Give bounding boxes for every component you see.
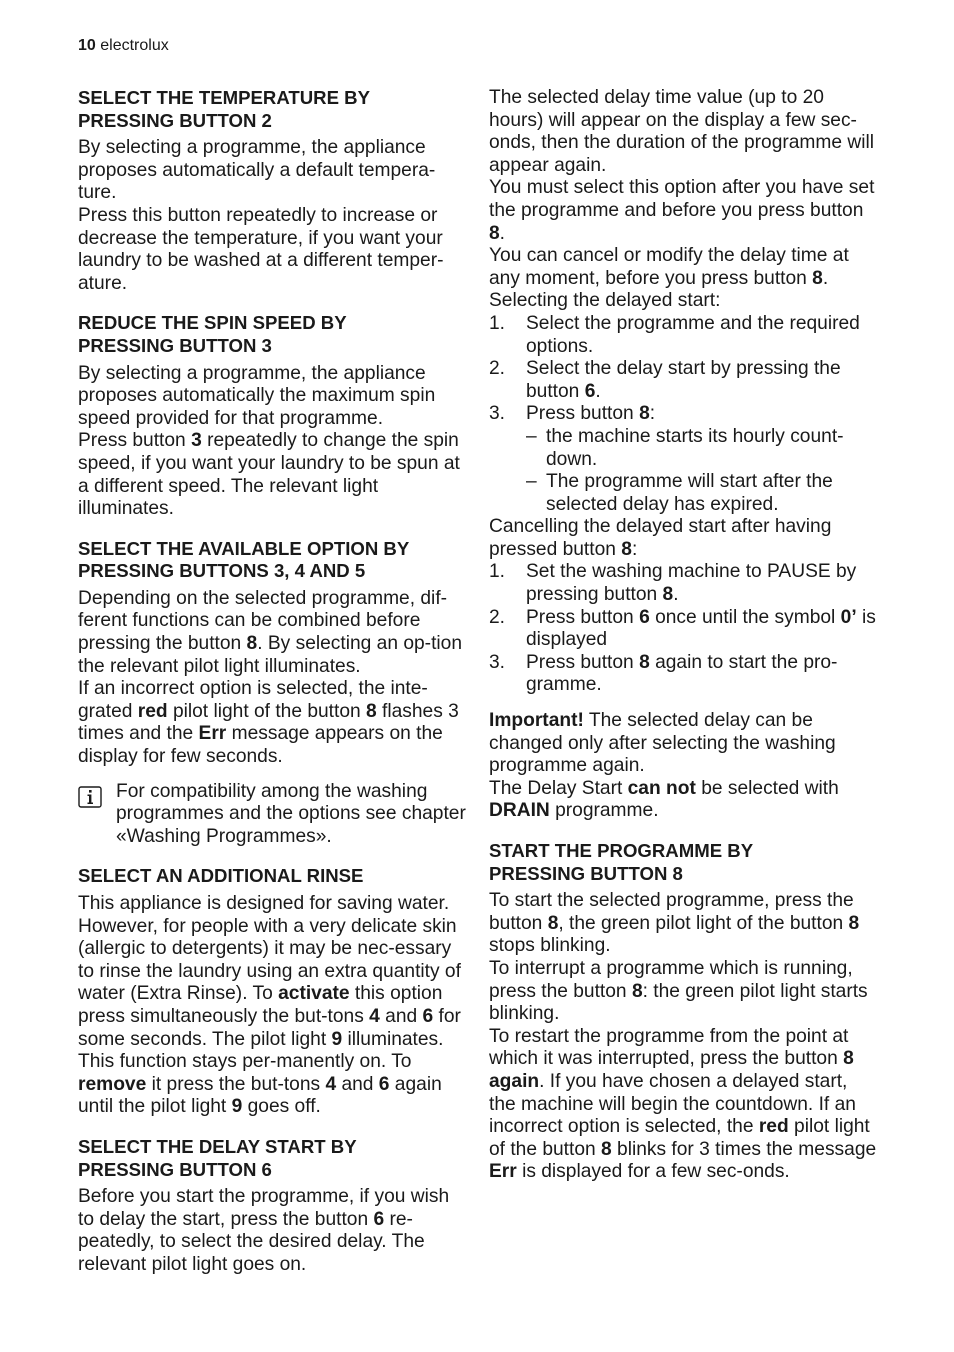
paragraph: You can cancel or modify the delay time at any moment, before you press button 8. <box>489 245 849 289</box>
paragraph: Depending on the selected programme, dif-ferent functions can be combined before pressing the button 8. By selecting an op-tion the relevant pilot light illuminates. <box>78 587 463 677</box>
paragraph: You must select this option after you have set the programme and before you press button 8. <box>489 177 875 244</box>
sub-list-item: – The programme will start after the selected delay has expired. <box>526 471 833 515</box>
sub-list-item: – the machine starts its hourly count-down. <box>526 425 844 470</box>
important-note: Important! The selected delay can be changed only after selecting the washing programme again. <box>489 710 836 777</box>
section-start-programme <box>489 840 879 1184</box>
paragraph: If an incorrect option is selected, the inte-grated red pilot light of the button 8 flashes 3 times and the Err message appears on the display for few seconds. <box>78 678 459 768</box>
brand-name: electrolux <box>100 37 169 54</box>
list-item: 2. Press button 6 once until the symbol 0’ is displayed <box>489 606 876 651</box>
list-item: 2. Select the delay start by pressing the button 6. <box>489 358 841 402</box>
section-extra-rinse <box>78 865 466 1119</box>
paragraph: To restart the programme from the point at which it was interrupted, press the button 8 again. If you have chosen a delayed start, the machine will begin the countdown. If an incorrect option is selected, the red pilot light of the button 8 blinks for 3 times the message Err is displayed for a few sec-onds. <box>489 1025 877 1183</box>
list-item: 1. Select the programme and the required options. <box>489 312 860 357</box>
cancel-steps-list <box>489 561 879 697</box>
paragraph: To interrupt a programme which is running, press the button 8: the green pilot light starts blinking. <box>489 957 868 1025</box>
paragraph: Selecting the delayed start: <box>489 290 721 312</box>
section-spin-speed <box>78 312 466 520</box>
paragraph: By selecting a programme, the appliance proposes automatically the maximum spin speed provided for that programme. <box>78 362 436 429</box>
paragraph: Press button 3 repeatedly to change the spin speed, if you want your laundry to be spun at a different speed. The relevant light illuminates. <box>78 430 460 520</box>
section-title: SELECT AN ADDITIONAL RINSE <box>78 865 364 887</box>
sub-list <box>526 426 879 516</box>
section-options <box>78 538 466 849</box>
list-item: 3. Press button 8 again to start the pro-gramme. <box>489 651 838 696</box>
delay-steps-list <box>489 313 879 516</box>
section-title: START THE PROGRAMME BY PRESSING BUTTON 8 <box>489 840 754 884</box>
section-temperature <box>78 87 466 295</box>
right-column <box>489 87 879 1201</box>
info-icon <box>78 786 102 808</box>
section-title: SELECT THE AVAILABLE OPTION BY PRESSING BUTTONS 3, 4 AND 5 <box>78 537 410 582</box>
page-header <box>78 36 169 56</box>
page-number: 10 <box>78 37 96 54</box>
section-title: REDUCE THE SPIN SPEED BY PRESSING BUTTON 3 <box>78 312 347 356</box>
list-item: 1. Set the washing machine to PAUSE by pressing button 8. <box>489 561 857 606</box>
paragraph: By selecting a programme, the appliance proposes automatically a default tempera-ture. <box>78 137 436 204</box>
list-item: 3. Press button 8: – the machine starts its hourly count-down. – The programme will start after the selected delay has expired. <box>489 403 879 516</box>
section-delay-start <box>78 1136 466 1277</box>
paragraph: This appliance is designed for saving water. However, for people with a very delicate skin (allergic to detergents) it may be nec-essary to rinse the laundry using an extra quantity of water (Extra Rinse). To activate this option press simultaneously the but-tons 4 and 6 for some seconds. The pilot light 9 illuminates. This function stays per-manently on. To remove it press the but-tons 4 and 6 again until the pilot light 9 goes off. <box>78 893 461 1118</box>
paragraph: The selected delay time value (up to 20 hours) will appear on the display a few sec-onds, then the duration of the programme will appear again. <box>489 87 875 176</box>
info-note <box>78 781 466 849</box>
paragraph: To start the selected programme, press the button 8, the green pilot light of the button 8 stops blinking. <box>489 890 860 957</box>
section-title: SELECT THE DELAY START BY PRESSING BUTTON 6 <box>78 1135 357 1180</box>
note-text: For compatibility among the washing programmes and the options see chapter «Washing Programmes». <box>116 780 466 847</box>
left-column <box>78 87 466 1294</box>
paragraph: Before you start the programme, if you wish to delay the start, press the button 6 re-peatedly, to select the desired delay. The relevant pilot light goes on. <box>78 1186 450 1275</box>
paragraph: Cancelling the delayed start after having pressed button 8: <box>489 516 832 560</box>
section-title: SELECT THE TEMPERATURE BY PRESSING BUTTON 2 <box>78 87 371 131</box>
paragraph: Press this button repeatedly to increase or decrease the temperature, if you want your laundry to be washed at a different temper-ature. <box>78 204 444 294</box>
paragraph: The Delay Start can not be selected with DRAIN programme. <box>489 777 839 822</box>
